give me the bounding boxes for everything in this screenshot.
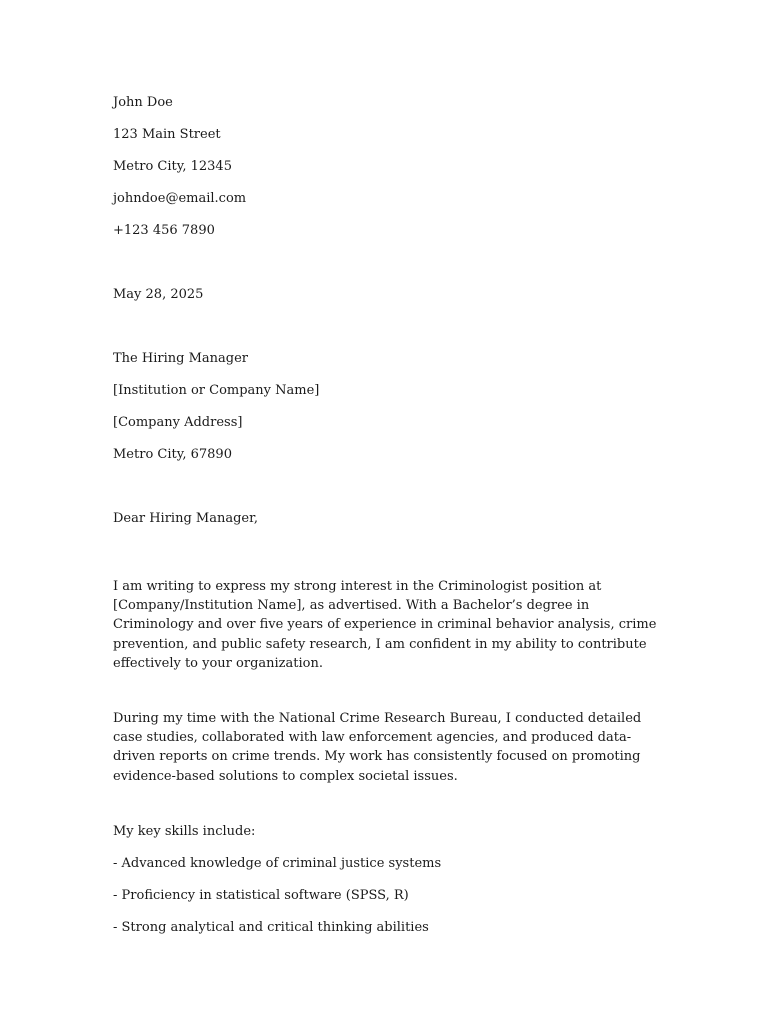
letter-date: May 28, 2025 [113,287,204,302]
recipient-block [113,349,673,464]
sender-name: John Doe [113,95,173,110]
salutation: Dear Hiring Manager, [113,511,259,526]
spacer [113,673,673,709]
skill-item: - Proficiency in statistical software (SPSS, R) [113,887,409,903]
sender-city: Metro City, 12345 [113,159,232,174]
recipient-address: [Company Address] [113,415,243,430]
spacer [113,786,673,822]
spacer [113,317,673,349]
spacer [113,541,673,577]
cover-letter-page [113,93,673,950]
sender-block [113,93,673,240]
body-paragraph-1: I am writing to express my strong interest in the Criminologist position at [Company/Institution Name], as advertised. With a Bachelor’s degree in Criminology and over five years of experience in criminal behavior analysis, crime prevention, and public safety research, I am confident in my ability to contribute effectively to your organization. [113,579,657,671]
skills-intro: My key skills include: [113,823,256,839]
recipient-title: The Hiring Manager [113,351,248,366]
recipient-city: Metro City, 67890 [113,447,232,462]
sender-email: johndoe@email.com [113,191,247,206]
sender-phone: +123 456 7890 [113,223,215,238]
sender-street: 123 Main Street [113,127,221,142]
recipient-company: [Institution or Company Name] [113,383,320,398]
spacer [113,253,673,285]
skill-item: - Strong analytical and critical thinking abilities [113,919,429,935]
spacer [113,477,673,509]
skill-item: - Advanced knowledge of criminal justice systems [113,855,442,871]
body-paragraph-2: During my time with the National Crime Research Bureau, I conducted detailed case studies, collaborated with law enforcement agencies, and produced data-driven reports on crime trends. My work has consistently focused on promoting evidence-based solutions to complex societal issues. [113,711,642,784]
